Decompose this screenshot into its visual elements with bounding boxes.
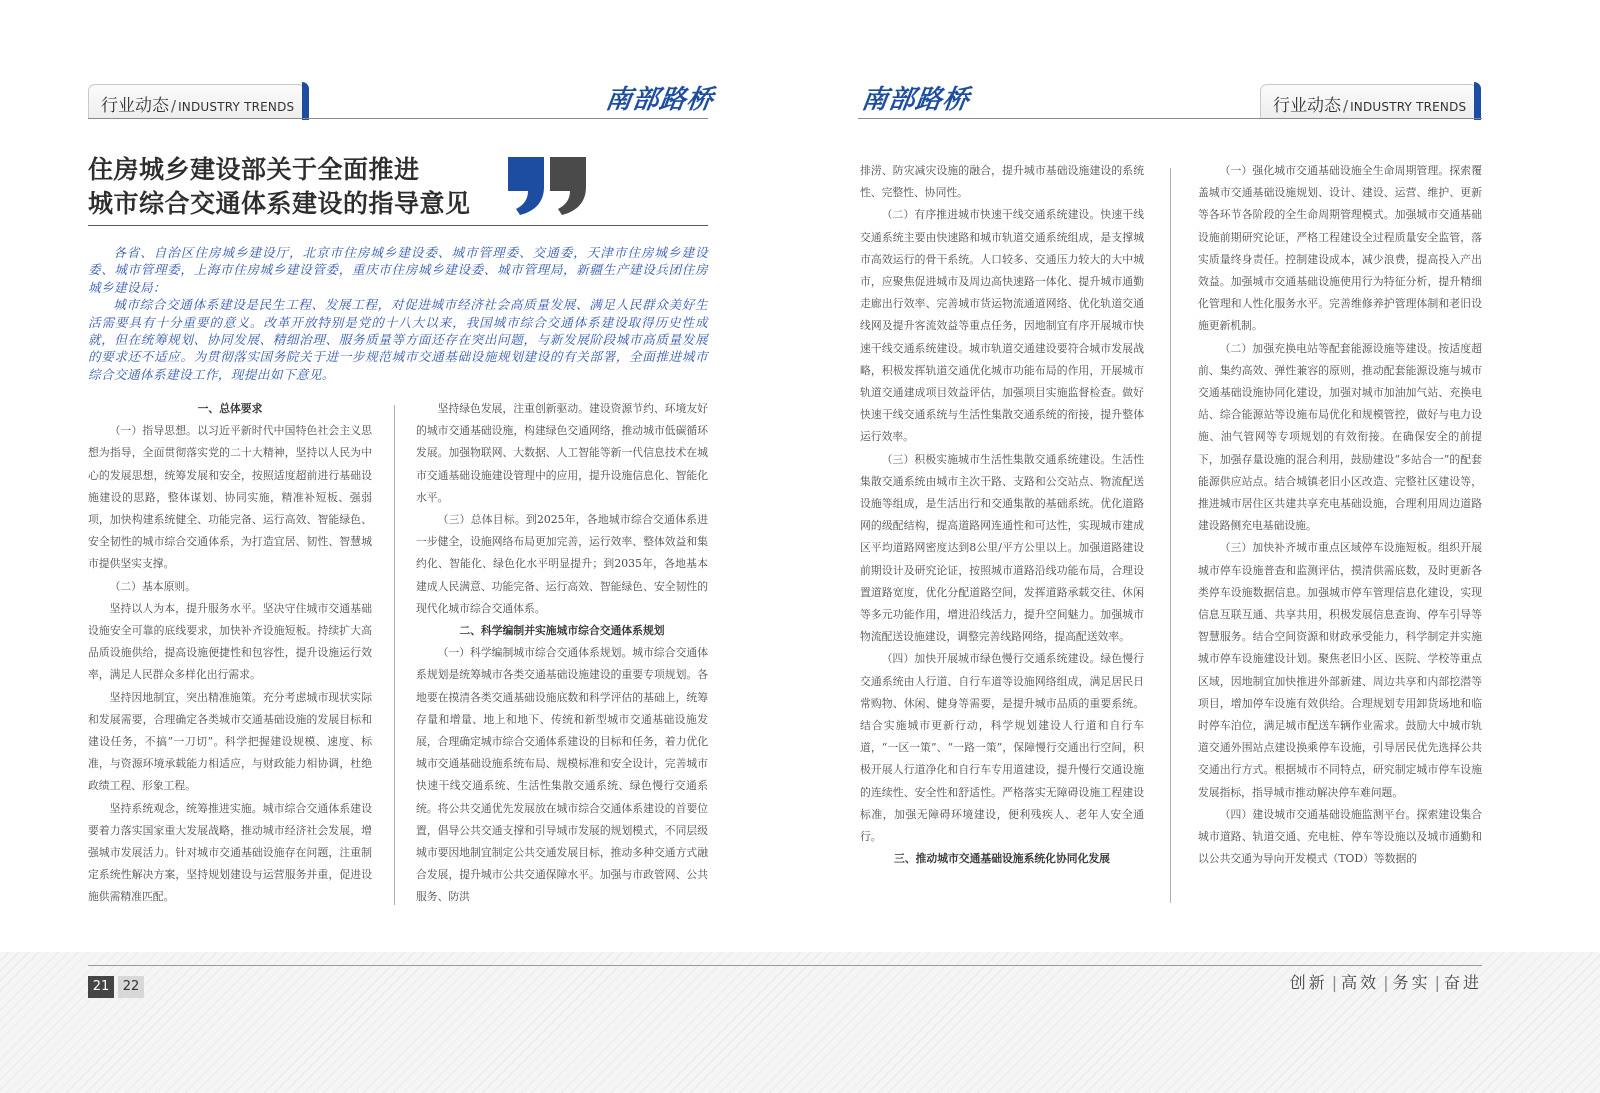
section-separator: / — [171, 97, 177, 115]
section-separator: / — [1343, 97, 1349, 115]
article-title — [88, 153, 508, 221]
column-2 — [416, 398, 708, 909]
column-divider — [394, 405, 395, 905]
column-divider — [1170, 168, 1171, 903]
brand-logo: 南部路桥 — [603, 85, 716, 115]
paragraph: （四）建设城市交通基础设施监测平台。探索建设集合城市道路、轨道交通、充电桩、停车等设施以及城市通勤和以公共交通为导向开发模式（TOD）等数据的 — [1198, 807, 1482, 866]
paragraph: （一）指导思想。以习近平新时代中国特色社会主义思想为指导，全面贯彻落实党的二十大精神，坚持以人民为中心的发展思想，统筹发展和安全，按照适度超前进行基础设施建设的思路，整体谋划、协同实施，精准补短板、强弱项，加快构建系统健全、功能完备、运行高效、智能绿色、安全韧性的城市综合交通体系，为打造宜居、韧性、智慧城市提供坚实支撑。 — [88, 424, 372, 571]
brand-logo: 南部路桥 — [859, 85, 972, 115]
section-label-en: INDUSTRY TRENDS — [1350, 100, 1467, 114]
slogan-separator: | — [1331, 973, 1338, 992]
closing-quote-icon — [506, 157, 588, 215]
article-intro — [88, 244, 708, 383]
paragraph: （三）总体目标。到2025年，各地城市综合交通体系进一步健全，设施网络布局更加完善，运行效率、整体效益和集约化、智能化、绿色化水平明显提升；到2035年，各地基本建成人民满意、功能完备、运行高效、智能绿色、安全韧性的现代化城市综合交通体系。 — [416, 513, 708, 615]
section-heading-2: 二、科学编制并实施城市综合交通体系规划 — [459, 624, 665, 638]
article-title-line1: 住房城乡建设部关于全面推进 — [88, 155, 420, 184]
column-1 — [88, 398, 372, 909]
slogan-word: 奋进 — [1443, 973, 1482, 992]
paragraph: 坚持因地制宜，突出精准施策。充分考虑城市现状实际和发展需要，合理确定各类城市交通基础设施的发展目标和建设任务，不搞“一刀切”。科学把握建设规模、速度、标准，与资源环境承载能力相适应，与财政能力相协调，杜绝政绩工程、形象工程。 — [88, 690, 372, 793]
paragraph: （一）强化城市交通基础设施全生命周期管理。探索覆盖城市交通基础设施规划、设计、建设、运营、维护、更新等各环节各阶段的全生命周期管理模式。加强城市交通基础设施前期研究论证，严格工程建设全过程质量安全监管，落实质量终身责任。控制建设成本，减少浪费，提高投入产出效益。加强城市交通基础设施使用行为特征分析，提升精细化管理和人性化服务水平。完善维修养护管理体制和老旧设施更新机制。 — [1198, 164, 1482, 333]
slogan-word: 高效 — [1341, 973, 1380, 992]
section-heading-1: 一、总体要求 — [197, 402, 263, 415]
column-4 — [1198, 160, 1482, 871]
paragraph: （一）科学编制城市综合交通体系规划。城市综合交通体系规划是统筹城市各类交通基础设施建设的重要专项规划。各地要在摸清各类交通基础设施底数和科学评估的基础上，统筹存量和增量、地上和地下、传统和新型城市交通基础设施发展，合理确定城市综合交通体系建设的目标和任务，着力优化城市交通基础设施系统布局、规模标准和安全设计，完善城市快速干线交通系统、生活性集散交通系统、绿色慢行交通系统。将公共交通优先发展放在城市综合交通体系建设的首要位置，倡导公共交通支撑和引导城市发展的规划模式，不同层级城市要因地制宜制定公共交通发展目标，推动多种交通方式融合发展，提升城市公共交通保障水平。加强与市政管网、公共服务、防洪 — [416, 646, 708, 904]
slogan-word: 务实 — [1392, 973, 1431, 992]
title-rule — [88, 225, 708, 226]
section-heading-3: 三、推动城市交通基础设施系统化协同化发展 — [894, 852, 1110, 866]
paragraph: （三）积极实施城市生活性集散交通系统建设。生活性集散交通系统由城市主次干路、支路和公交站点、物流配送设施等组成，是生活出行和交通集散的基础系统。优化道路网的级配结构，提高道路网连通性和可达性，实现城市建成区平均道路网密度达到8公里/平方公里以上。加强道路建设前期设计及研究论证，按照城市道路沿线功能布局，合理设置道路宽度，优化分配道路空间，发挥道路承载交往、休闲等多元功能作用，增进沿线活力，提升空间魅力。加强城市物流配送设施建设，调整完善线路网络，提高配送效率。 — [860, 452, 1144, 644]
paragraph: 坚持系统观念，统筹推进实施。城市综合交通体系建设要着力落实国家重大发展战略，推动城市经济社会发展，增强城市发展活力。针对城市交通基础设施存在问题，注重制定系统性解决方案，坚持规划建设与运营服务并重，促进设施供需精准匹配。 — [88, 801, 372, 904]
article-title-line2: 城市综合交通体系建设的指导意见 — [88, 189, 471, 218]
column-3 — [860, 160, 1144, 871]
paragraph: （三）加快补齐城市重点区域停车设施短板。组织开展城市停车设施普查和监测评估，摸清供需底数，及时更新各类停车设施数据信息。加强城市停车管理信息化建设，实现信息互联互通、共享共用，积极发展信息查询、停车引导等智慧服务。结合空间资源和财政承受能力，科学制定并实施城市停车设施建设计划。聚焦老旧小区、医院、学校等重点区域，因地制宜加快推进外部新建、周边共享和内部挖潜等项目，增加停车设施有效供给。合理规划专用卸货场地和临时停车泊位，满足城市配送车辆作业需求。鼓励大中城市轨道交通外围站点建设换乘停车设施，引导居民优先选择公共交通出行方式。根据城市不同特点，研究制定城市停车设施发展指标，指导城市推动解决停车难问题。 — [1198, 541, 1482, 799]
slogan-separator: | — [1383, 973, 1389, 992]
section-label-en: INDUSTRY TRENDS — [178, 100, 295, 114]
right-page — [800, 0, 1600, 1093]
page-number-22: 22 — [118, 976, 144, 998]
section-tab — [1260, 84, 1477, 118]
tab-hook-decoration — [1474, 82, 1481, 120]
paragraph: （二）加强充换电站等配套能源设施等建设。按适度超前、集约高效、弹性兼容的原则，推动配套能源设施与城市交通基础设施协同化建设，加强对城市加油加气站、充换电站、综合能源站等设施布局优化和规模管控，做好与电力设施、油气管网等专项规划的有效衔接。在确保安全的前提下，加强存量设施的混合利用，鼓励建设“多站合一”的配套能源供应站点。结合城镇老旧小区改造、完整社区建设等，推进城市居住区共建共享充电基础设施，合理利用周边道路建设路侧充电基础设施。 — [1198, 341, 1482, 533]
section-tab — [88, 84, 305, 118]
paragraph: 坚持以人为本，提升服务水平。坚决守住城市交通基础设施安全可靠的底线要求，加快补齐设施短板。持续扩大高品质设施供给，提高设施便捷性和包容性，提升设施运行效率，满足人民群众多样化出行需求。 — [88, 601, 372, 682]
intro-addressees: 各省、自治区住房城乡建设厅，北京市住房城乡建设委、城市管理委、交通委，天津市住房城乡建设委、城市管理委，上海市住房城乡建设管委，重庆市住房城乡建设委、城市管理局，新疆生产建设兵团住房城乡建设局： — [88, 245, 708, 295]
footer-rule — [88, 965, 1482, 966]
paragraph: （二）有序推进城市快速干线交通系统建设。快速干线交通系统主要由快速路和城市轨道交通系统组成，是支撑城市高效运行的骨干系统。人口较多、交通压力较大的大中城市，应聚焦促进城市及周边高快速路一体化、提升城市通勤走廊出行效率、完善城市货运物流通道网络、优化轨道交通线网及提升客流效益等重点任务，因地制宜有序开展城市快速干线交通系统建设。城市轨道交通建设要符合城市发展战略，积极发挥轨道交通优化城市功能布局的作用，开展城市轨道交通建成项目效益评估，加强项目实施监督检查。做好快速干线交通系统与生活性集散交通系统的衔接，提升整体运行效率。 — [860, 208, 1144, 444]
slogan-word: 创新 — [1289, 973, 1328, 992]
header-rule — [88, 118, 708, 119]
section-label-zh: 行业动态 — [1273, 96, 1341, 116]
paragraph: 排涝、防灾减灾设施的融合，提升城市基础设施建设的系统性、完整性、协同性。 — [860, 164, 1144, 200]
paragraph: （四）加快开展城市绿色慢行交通系统建设。绿色慢行交通系统由人行道、自行车道等设施网络组成，满足居民日常购物、休闲、健身等需要，是提升城市品质的重要系统。结合实施城市更新行动，科学规划建设人行道和自行车道，“一区一策”、“一路一策”，保障慢行交通出行空间，积极开展人行道净化和自行车专用道建设，提升慢行交通设施的连续性、安全性和舒适性。严格落实无障碍设施工程建设标准，加强无障碍环境建设，便利残疾人、老年人安全通行。 — [860, 652, 1144, 844]
page-number-21: 21 — [88, 976, 114, 998]
paragraph: （二）基本原则。 — [109, 579, 196, 593]
slogan-separator: | — [1434, 973, 1440, 992]
tab-hook-decoration — [302, 82, 309, 120]
section-label-zh: 行业动态 — [101, 96, 169, 116]
intro-purpose: 城市综合交通体系建设是民生工程、发展工程，对促进城市经济社会高质量发展、满足人民群众美好生活需要具有十分重要的意义。改革开放特别是党的十八大以来，我国城市综合交通体系建设取得历史性成就，但在统筹规划、协同发展、精细治理、服务质量等方面还存在突出问题，与新发展阶段城市高质量发展的要求还不适应。为贯彻落实国务院关于进一步规范城市交通基础设施规划建设的有关部署，全面推进城市综合交通体系建设工作，现提出如下意见。 — [88, 297, 708, 382]
paragraph: 坚持绿色发展，注重创新驱动。建设资源节约、环境友好的城市交通基础设施，构建绿色交通网络，推动城市低碳循环发展。加强物联网、大数据、人工智能等新一代信息技术在城市交通基础设施建设管理中的应用，提升设施信息化、智能化水平。 — [416, 402, 708, 504]
header-rule — [858, 118, 1482, 119]
footer-slogan — [1290, 970, 1482, 993]
